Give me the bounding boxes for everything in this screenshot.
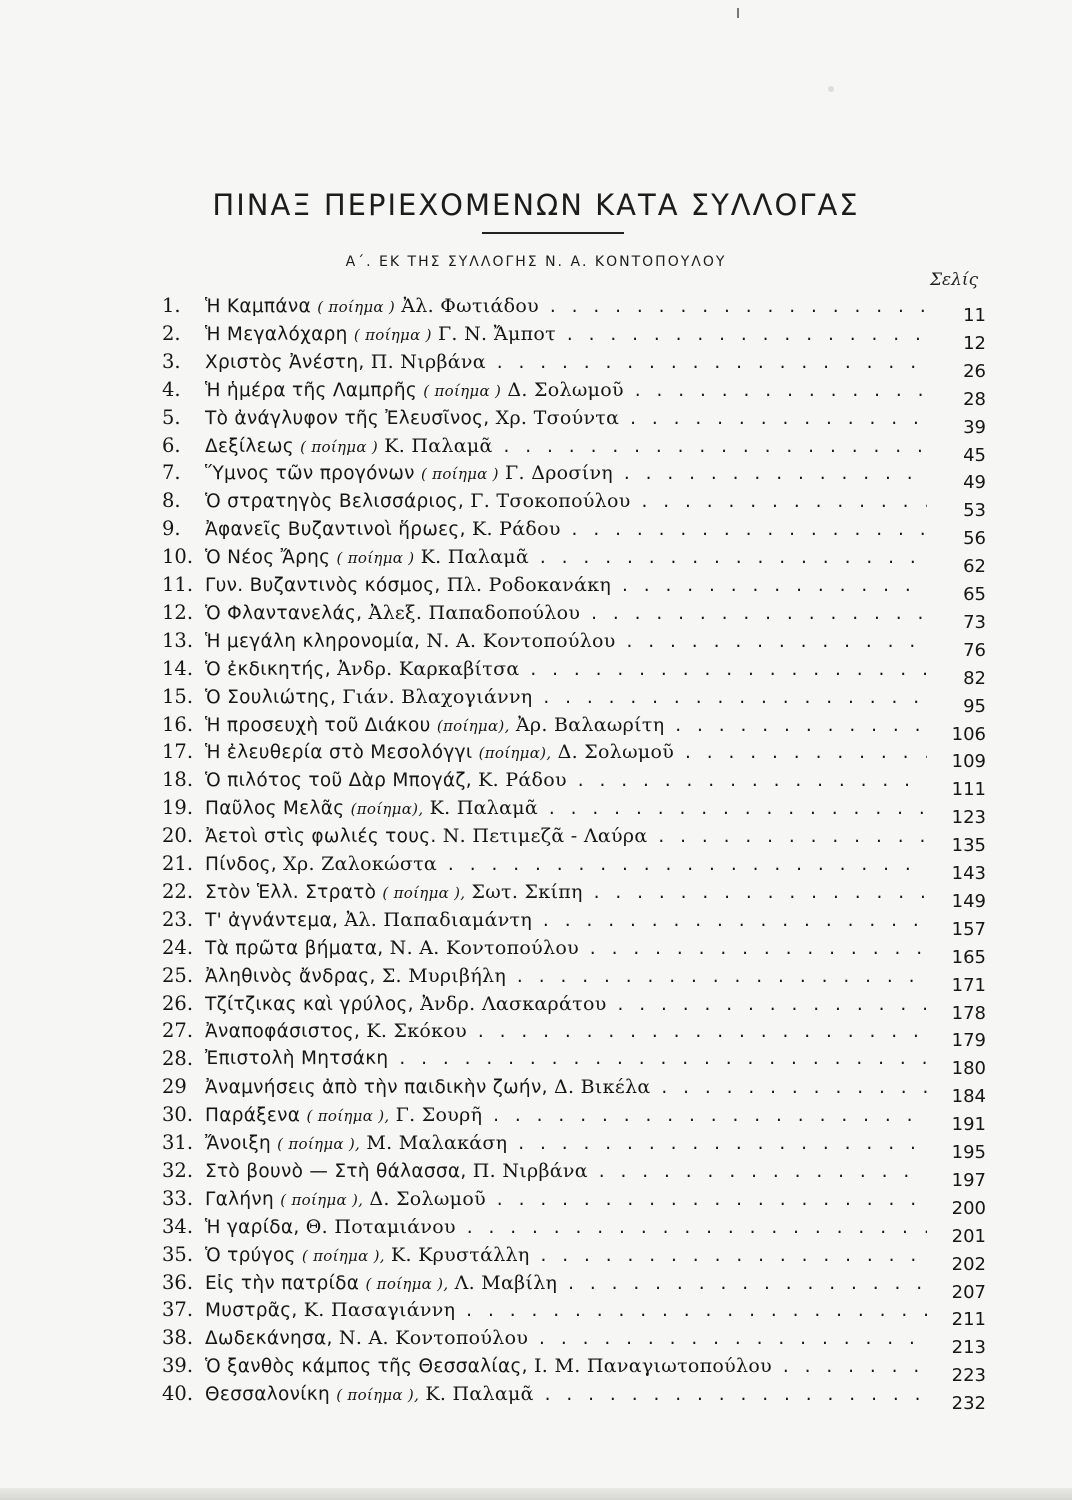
- entry-page-number: 95: [963, 695, 986, 717]
- entry-number: 32.: [162, 1158, 194, 1182]
- entry-number: 10.: [162, 545, 194, 569]
- entry-author: Λ. Μαβίλη: [454, 1271, 558, 1294]
- entry-number: 37.: [162, 1298, 194, 1322]
- entry-number: 13.: [162, 628, 194, 652]
- entry-page-number: 184: [951, 1086, 986, 1108]
- entry-page-number: 223: [951, 1365, 986, 1387]
- toc-entry: [0, 1269, 1072, 1303]
- entry-page-number: 201: [951, 1225, 986, 1247]
- entry-page-number: 179: [951, 1030, 986, 1052]
- entry-text: [205, 627, 927, 656]
- entry-author: Ἀλεξ. Παπαδοπούλου: [368, 601, 581, 624]
- toc-entry: [0, 962, 1072, 996]
- entry-author: Κ. Παλαμᾶ: [420, 546, 530, 569]
- entry-title: Ἀληθινὸς ἄνδρας,: [205, 965, 376, 987]
- entry-text: [205, 432, 927, 461]
- entry-text: [205, 487, 927, 516]
- entry-page-number: 123: [951, 807, 986, 829]
- entry-text: [205, 822, 927, 851]
- toc-entry: [0, 571, 1072, 605]
- entry-number: 6.: [162, 433, 181, 457]
- entry-page-number: 207: [951, 1281, 986, 1303]
- entry-author: Ν. Α. Κοντοπούλου: [389, 936, 579, 959]
- entry-number: 15.: [162, 684, 194, 708]
- entry-number: 1.: [162, 294, 181, 317]
- entry-author: Ν. Α. Κοντοπούλου: [426, 629, 616, 652]
- toc-entry: [0, 822, 1072, 857]
- entry-title: Ὁ ξανθὸς κάμπος τῆς Θεσσαλίας,: [205, 1356, 528, 1378]
- toc-entry: [0, 543, 1072, 578]
- entry-author: Κ. Ράδου: [478, 769, 567, 792]
- entry-author: Μ. Μαλακάση: [366, 1132, 508, 1154]
- entry-number: 16.: [162, 712, 194, 736]
- entry-page-number: 232: [951, 1393, 986, 1415]
- entry-page-number: 165: [951, 946, 986, 968]
- entry-number: 7.: [162, 461, 181, 485]
- entry-title: Δωδεκάνησα,: [205, 1328, 333, 1350]
- scan-speck: [828, 86, 834, 92]
- entry-page-number: 135: [951, 835, 986, 857]
- entry-author: Σωτ. Σκίπη: [471, 880, 583, 903]
- entry-title: Ἄνοιξη: [205, 1133, 271, 1154]
- entry-number: 34.: [162, 1214, 194, 1238]
- toc-entry: [0, 906, 1072, 940]
- entry-page-number: 76: [963, 639, 986, 661]
- toc-entry: [0, 432, 1072, 466]
- entry-author: Δ. Βικέλα: [553, 1076, 651, 1099]
- toc-entry: [0, 515, 1072, 550]
- entry-text: [205, 906, 927, 935]
- entry-page-number: 109: [951, 751, 986, 773]
- collection-subtitle: Α΄. ΕΚ ΤΗΣ ΣΥΛΛΟΓΗΣ Ν. Α. ΚΟΝΤΟΠΟΥΛΟΥ: [345, 254, 727, 270]
- entry-page-number: 213: [951, 1337, 986, 1359]
- toc-entry: [0, 627, 1072, 661]
- entry-page-number: 211: [951, 1309, 986, 1331]
- entry-number: 22.: [162, 879, 194, 903]
- toc-entry: [0, 459, 1072, 494]
- entry-page-number: 28: [963, 388, 986, 410]
- toc-entry: [0, 934, 1072, 968]
- entry-author: Ἀρ. Βαλαωρίτη: [515, 713, 665, 736]
- entry-title: Παράξενα: [205, 1105, 301, 1127]
- toc-entry: [0, 376, 1072, 410]
- entry-number: 35.: [162, 1242, 194, 1266]
- entry-author: Κ. Κρυστάλλη: [391, 1243, 530, 1266]
- toc-entry: [0, 1296, 1072, 1331]
- entry-author: Ἀνδρ. Λασκαράτου: [420, 992, 607, 1015]
- toc-entry: [0, 711, 1072, 745]
- entry-title: Ἐπιστολὴ Μητσάκη: [205, 1048, 389, 1070]
- entry-title: Ὁ ἐκδικητής,: [205, 658, 331, 680]
- entry-text: [205, 934, 927, 963]
- entry-text: [205, 543, 927, 572]
- entry-title: Χριστὸς Ἀνέστη,: [205, 351, 365, 373]
- entry-note: ( ποίημα ): [300, 437, 379, 456]
- entry-title: Ὁ Νέος Ἄρης: [205, 547, 331, 569]
- entry-number: 27.: [162, 1019, 194, 1043]
- entry-number: 19.: [162, 796, 194, 820]
- toc-entry: [0, 1129, 1072, 1163]
- entry-author: Πλ. Ροδοκανάκη: [446, 574, 612, 596]
- entry-text: [205, 1352, 927, 1381]
- entry-note: ( ποίημα ),: [365, 1274, 449, 1293]
- entry-text: [205, 962, 927, 991]
- entry-author: Κ. Ράδου: [471, 518, 561, 541]
- entry-text: [205, 459, 927, 488]
- toc-entry: [0, 1157, 1072, 1191]
- entry-title: Ἀφανεῖς Βυζαντινοὶ ἥρωες,: [205, 519, 466, 541]
- entry-title: Ἡ ἡμέρα τῆς Λαμπρῆς: [205, 379, 418, 401]
- entry-title: Μυστρᾶς,: [205, 1300, 298, 1322]
- entry-text: [205, 1324, 927, 1353]
- toc-entry: [0, 1324, 1072, 1359]
- toc-entry: [0, 1017, 1072, 1052]
- entry-page-number: 56: [963, 528, 986, 550]
- entry-text: [205, 738, 927, 767]
- entry-text: [205, 1185, 927, 1214]
- entry-note: ( ποίημα ),: [382, 883, 466, 902]
- entry-text: [205, 794, 927, 823]
- entry-text: [205, 599, 927, 628]
- entry-title: Ἡ Μεγαλόχαρη: [205, 323, 348, 345]
- toc-entry: [0, 320, 1072, 354]
- entry-author: Θ. Ποταμιάνου: [305, 1215, 456, 1238]
- toc-entry: [0, 292, 1072, 326]
- entry-text: [205, 655, 927, 684]
- entry-title: Πίνδος,: [205, 854, 277, 875]
- entry-number: 33.: [162, 1186, 194, 1210]
- entry-page-number: 171: [951, 974, 986, 996]
- toc-entry: [0, 683, 1072, 717]
- entry-number: 26.: [162, 991, 194, 1015]
- entry-text: [205, 376, 927, 405]
- entry-text: [205, 1101, 927, 1130]
- entry-title: Ἡ μεγάλη κληρονομία,: [205, 630, 421, 652]
- entry-title: Ἀναποφάσιστος,: [205, 1021, 361, 1043]
- entry-note: ( ποίημα ): [423, 381, 502, 400]
- entry-author: Δ. Σολωμοῦ: [557, 741, 675, 764]
- entry-text: [205, 683, 927, 712]
- entry-note: ( ποίημα ),: [277, 1135, 361, 1153]
- entry-number: 17.: [162, 740, 194, 764]
- toc-entry: [0, 655, 1072, 689]
- entry-title: Θεσσαλονίκη: [205, 1384, 330, 1406]
- entry-title: Ὁ Φλαντανελάς,: [205, 602, 363, 624]
- entry-text: [205, 1269, 927, 1298]
- entry-title: Τὸ ἀνάγλυφον τῆς Ἐλευσῖνος,: [205, 407, 490, 429]
- entry-number: 8.: [162, 489, 181, 513]
- entry-page-number: 195: [951, 1142, 986, 1163]
- entry-author: Π. Νιρβάνα: [472, 1159, 588, 1182]
- entry-note: ( ποίημα ),: [336, 1386, 420, 1405]
- entry-page-number: 106: [951, 723, 986, 745]
- entry-author: Χρ. Ζαλοκώστα: [283, 853, 438, 875]
- entry-number: 4.: [162, 377, 181, 401]
- entry-number: 36.: [162, 1270, 194, 1294]
- entry-number: 9.: [162, 517, 181, 541]
- entry-page-number: 45: [963, 444, 986, 466]
- entry-note: ( ποίημα ),: [301, 1246, 385, 1265]
- entry-title: Στὸν Ἑλλ. Στρατὸ: [205, 881, 377, 903]
- entry-page-number: 111: [951, 779, 986, 801]
- entry-number: 21.: [162, 852, 194, 875]
- entry-author: Σ. Μυριβήλη: [381, 964, 507, 987]
- entry-note: (ποίημα),: [478, 744, 552, 763]
- entry-text: [205, 515, 927, 544]
- entry-text: [205, 1296, 927, 1325]
- page-column-label: Σελίς: [930, 270, 979, 290]
- entry-page-number: 202: [951, 1253, 986, 1275]
- entry-number: 11.: [162, 573, 194, 596]
- toc-entry: [0, 878, 1072, 912]
- entry-text: [205, 1380, 927, 1409]
- toc-entry: [0, 599, 1072, 633]
- toc-entry: [0, 1213, 1072, 1247]
- entry-text: [205, 320, 927, 349]
- entry-text: [205, 878, 927, 907]
- entry-number: 39.: [162, 1354, 194, 1378]
- entry-page-number: 200: [951, 1197, 986, 1219]
- entry-author: Κ. Παλαμᾶ: [429, 797, 539, 820]
- entry-text: [205, 292, 927, 321]
- entry-page-number: 39: [963, 416, 986, 438]
- entry-text: [205, 766, 927, 795]
- entry-number: 24.: [162, 935, 194, 959]
- entry-text: [205, 348, 927, 377]
- entry-note: ( ποίημα ),: [306, 1107, 390, 1126]
- entry-author: Γ. Δροσίνη: [505, 462, 613, 485]
- entry-title: Εἰς τὴν πατρίδα: [205, 1272, 360, 1294]
- entry-text: [205, 711, 927, 740]
- entry-number: 25.: [162, 963, 194, 987]
- entry-title: Ἡ ἐλευθερία στὸ Μεσολόγγι: [205, 742, 473, 764]
- entry-number: 28.: [162, 1047, 194, 1071]
- entry-page-number: 62: [963, 556, 986, 578]
- entry-title: Ἡ προσευχὴ τοῦ Διάκου: [205, 714, 431, 736]
- entry-title: Τὰ πρῶτα βήματα,: [205, 937, 384, 959]
- entry-number: 38.: [162, 1326, 194, 1350]
- entry-page-number: 65: [963, 584, 986, 605]
- toc-entry: [0, 990, 1072, 1024]
- entry-number: 31.: [162, 1131, 194, 1154]
- entry-page-number: 53: [963, 500, 986, 522]
- entry-title: Ὁ Σουλιώτης,: [205, 686, 337, 708]
- entry-page-number: 26: [963, 360, 986, 382]
- entry-note: ( ποίημα ),: [280, 1190, 364, 1209]
- entry-title: Τζίτζικας καὶ γρύλος,: [205, 993, 414, 1015]
- entry-title: Γυν. Βυζαντινὸς κόσμος,: [205, 575, 441, 596]
- toc-entry: [0, 794, 1072, 829]
- entry-text: [205, 571, 927, 600]
- entry-text: [205, 404, 927, 433]
- entry-number: 12.: [162, 600, 194, 624]
- entry-title: Ἀετοὶ στὶς φωλιές τους.: [205, 826, 437, 848]
- entry-page-number: 73: [963, 611, 986, 633]
- entry-page-number: 178: [951, 1002, 986, 1024]
- toc-entry: [0, 1241, 1072, 1275]
- entry-title: Γαλήνη: [205, 1188, 275, 1210]
- toc-entry: [0, 404, 1072, 438]
- entry-number: 18.: [162, 768, 194, 792]
- entry-title: Ὁ πιλότος τοῦ Δὰρ Μπογάζ,: [205, 770, 472, 792]
- entry-author: Ν. Α. Κοντοπούλου: [338, 1327, 529, 1350]
- entry-text: [205, 1157, 927, 1186]
- toc-entry: [0, 1101, 1072, 1136]
- entry-author: Γ. Τσοκοπούλου: [470, 490, 631, 513]
- entry-author: Γιάν. Βλαχογιάννη: [342, 685, 533, 708]
- entry-title: Ἀναμνήσεις ἀπὸ τὴν παιδικὴν ζωήν,: [205, 1077, 548, 1099]
- entry-author: Κ. Παλαμᾶ: [384, 434, 493, 457]
- entry-author: Π. Νιρβάνα: [370, 350, 486, 373]
- entry-page-number: 49: [963, 472, 986, 494]
- entry-author: Ν. Πετιμεζᾶ - Λαύρα: [442, 825, 648, 848]
- entry-note: (ποίημα),: [350, 800, 424, 819]
- entry-page-number: 143: [951, 863, 986, 884]
- entry-author: Δ. Σολωμοῦ: [507, 378, 624, 401]
- entry-title: Ὁ τρύγος: [205, 1244, 296, 1266]
- entry-author: Κ. Σκόκου: [366, 1020, 467, 1043]
- entry-note: ( ποίημα ): [420, 465, 499, 484]
- entry-number: 2.: [162, 321, 181, 345]
- entry-title: Δεξίλεως: [205, 435, 294, 457]
- entry-text: [205, 990, 927, 1019]
- entry-title: Παῦλος Μελᾶς: [205, 798, 345, 820]
- entry-number: 5.: [162, 405, 181, 429]
- entry-title: Ὕμνος τῶν προγόνων: [205, 463, 415, 485]
- entry-number: 3.: [162, 349, 181, 373]
- toc-entry: [0, 348, 1072, 382]
- title-rule: [482, 232, 624, 234]
- entry-title: Ἡ γαρίδα,: [205, 1216, 300, 1238]
- entry-author: Ἀνδρ. Καρκαβίτσα: [337, 657, 520, 680]
- entry-page-number: 82: [963, 667, 986, 689]
- entry-author: Γ. Σουρῆ: [395, 1104, 483, 1127]
- entry-note: ( ποίημα ): [353, 325, 432, 344]
- entry-title: Τ' ἀγνάντεμα,: [205, 909, 339, 931]
- entry-text: [205, 1073, 927, 1102]
- entry-text: [205, 1017, 927, 1046]
- page-title: ΠΙΝΑΞ ΠΕΡΙΕΧΟΜΕΝΩΝ ΚΑΤΑ ΣΥΛΛΟΓΑΣ: [212, 188, 860, 222]
- toc-entry: [0, 766, 1072, 801]
- toc-entry: [0, 487, 1072, 522]
- entry-page-number: 191: [951, 1114, 986, 1136]
- entry-text: [205, 1213, 927, 1242]
- scan-mark: [737, 8, 739, 18]
- entry-author: Γ. Ν. Ἄμποτ: [437, 322, 556, 345]
- entry-page-number: 11: [963, 305, 986, 326]
- entry-number: 20.: [162, 824, 194, 848]
- scan-bottom-edge: [0, 1488, 1072, 1500]
- entry-text: [205, 1241, 927, 1270]
- entry-number: 30.: [162, 1103, 194, 1127]
- entry-note: (ποίημα),: [436, 716, 510, 735]
- entry-title: Στὸ βουνὸ — Στὴ θάλασσα,: [205, 1160, 467, 1182]
- entry-page-number: 197: [951, 1169, 986, 1191]
- entry-number: 40.: [162, 1382, 194, 1406]
- entry-text: [205, 1045, 927, 1073]
- entry-note: ( ποίημα ): [317, 298, 396, 316]
- entry-number: 29: [162, 1075, 187, 1099]
- entry-title: Ἡ Καμπάνα: [205, 296, 311, 317]
- entry-author: Κ. Πασαγιάννη: [303, 1299, 456, 1322]
- entry-page-number: 157: [951, 918, 986, 940]
- toc-entry: [0, 1073, 1072, 1108]
- entry-number: 23.: [162, 907, 194, 931]
- entry-author: Ι. Μ. Παναγιωτοπούλου: [534, 1355, 772, 1378]
- entry-page-number: 180: [951, 1058, 986, 1080]
- entry-page-number: 149: [951, 890, 986, 912]
- entry-author: Ἀλ. Παπαδιαμάντη: [344, 908, 533, 931]
- entry-author: Κ. Παλαμᾶ: [425, 1383, 534, 1406]
- toc-entry: [0, 1185, 1072, 1219]
- entry-page-number: 12: [963, 332, 986, 354]
- entry-note: ( ποίημα ): [336, 549, 415, 568]
- entry-number: 14.: [162, 656, 194, 680]
- entry-author: Δ. Σολωμοῦ: [369, 1187, 486, 1210]
- entry-author: Ἀλ. Φωτιάδου: [401, 295, 539, 317]
- entry-text: [205, 850, 927, 879]
- entry-title: Ὁ στρατηγὸς Βελισσάριος,: [205, 491, 465, 513]
- entry-author: Χρ. Τσούντα: [495, 406, 620, 429]
- entry-text: [205, 1129, 927, 1158]
- toc-entry: [0, 738, 1072, 773]
- toc-entry: [0, 1380, 1072, 1415]
- toc-entry: [0, 1352, 1072, 1387]
- toc-entry: [0, 1045, 1072, 1080]
- toc-entry: [0, 850, 1072, 884]
